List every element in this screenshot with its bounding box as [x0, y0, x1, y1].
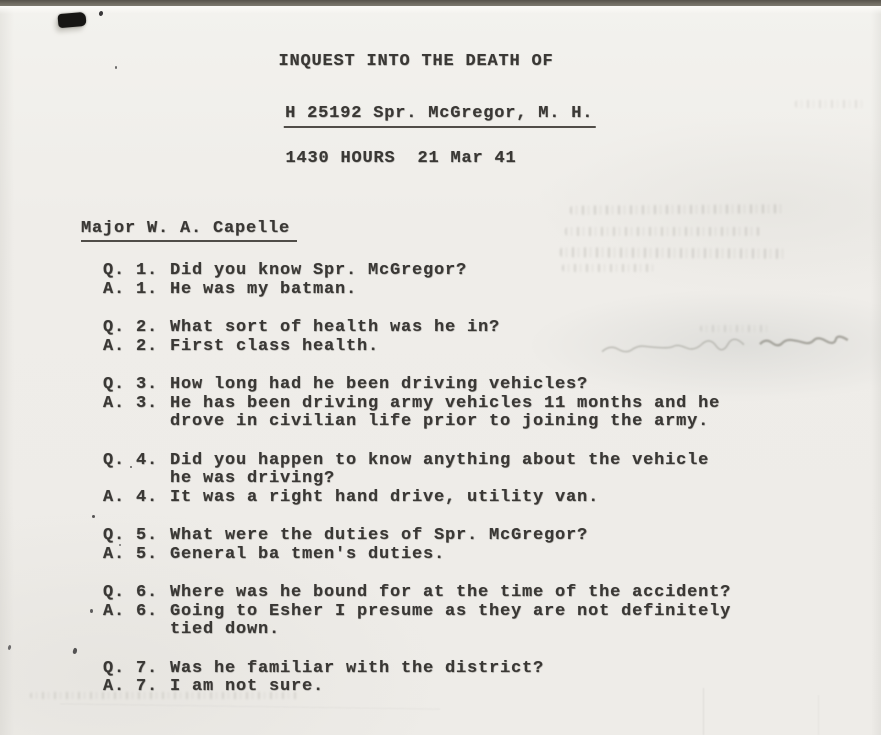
scan-edge-glare [0, 6, 881, 14]
question-text: What were the duties of Spr. McGregor? [170, 526, 589, 545]
answer-text: It was a right hand drive, utility van. [170, 487, 600, 507]
witness-name-heading: Major W. A. Capelle [81, 219, 297, 242]
question-label: Q. 3. [103, 375, 159, 394]
bleedthrough-marks [570, 204, 785, 215]
answer-label: A. 3. [103, 393, 159, 413]
qa-block-6 [103, 584, 763, 640]
answer-label: A. 4. [103, 487, 159, 507]
ink-speck [7, 645, 11, 651]
answer-text: Going to Esher I presume as they are not definitely tied down. [170, 601, 732, 639]
answer-label: A. 7. [103, 677, 159, 696]
qa-block-3 [103, 376, 763, 432]
bleedthrough-marks [795, 100, 867, 108]
ink-blot-mark [57, 12, 86, 28]
ink-speck [92, 515, 95, 518]
ink-speck [90, 609, 93, 613]
question-text: Where was he bound for at the time of the accident? [170, 583, 732, 602]
bleedthrough-marks [560, 247, 788, 259]
question-text: Did you happen to know anything about the vehicle he was driving? [170, 450, 710, 488]
document-title: INQUEST INTO THE DEATH OF [278, 52, 554, 71]
answer-row [103, 281, 763, 300]
paper-crease [818, 695, 819, 735]
question-label: Q. 7. [103, 658, 159, 678]
question-label: Q. 6. [103, 583, 159, 602]
ink-speck [98, 11, 103, 17]
answer-row [103, 546, 763, 565]
answer-text: He was my batman. [170, 279, 358, 299]
answer-label: A. 6. [103, 601, 159, 621]
answer-text: First class health. [170, 336, 380, 356]
question-text: What sort of health was he in? [170, 318, 501, 337]
answer-label: A. 5. [103, 544, 159, 564]
answer-row [103, 338, 763, 357]
answer-row [103, 678, 763, 697]
document-datetime: 1430 HOURS 21 Mar 41 [285, 149, 517, 168]
question-label: Q. 2. [103, 318, 159, 337]
qa-block-2 [103, 319, 763, 356]
question-row [103, 660, 763, 679]
question-text: Was he familiar with the district? [170, 658, 545, 678]
answer-text: He has been driving army vehicles 11 months and he drove in civilian life prior to joining the army. [170, 393, 721, 431]
qa-transcript [103, 262, 763, 717]
question-row [103, 376, 763, 395]
question-row [103, 452, 763, 489]
question-row [103, 262, 763, 281]
question-label: Q. 4. [103, 450, 159, 470]
question-label: Q. 1. [103, 261, 159, 280]
bleedthrough-marks [565, 227, 760, 236]
document-subject: H 25192 Spr. McGregor, M. H. [284, 104, 596, 128]
answer-label: A. 2. [103, 336, 159, 356]
answer-label: A. 1. [103, 279, 159, 299]
question-row [103, 584, 763, 603]
qa-block-1 [103, 262, 763, 299]
question-text: Did you know Spr. McGregor? [170, 261, 468, 280]
answer-row [103, 603, 763, 640]
question-label: Q. 5. [103, 526, 159, 545]
answer-row [103, 489, 763, 508]
ink-speck [115, 66, 117, 69]
ink-speck [72, 647, 78, 654]
answer-text: I am not sure. [170, 677, 325, 696]
answer-row [103, 395, 763, 432]
question-row [103, 527, 763, 546]
question-row [103, 319, 763, 338]
answer-text: General ba tmen's duties. [170, 544, 446, 564]
qa-block-5 [103, 527, 763, 564]
qa-block-7 [103, 660, 763, 697]
question-text: How long had he been driving vehicles? [170, 375, 589, 394]
qa-block-4 [103, 452, 763, 508]
